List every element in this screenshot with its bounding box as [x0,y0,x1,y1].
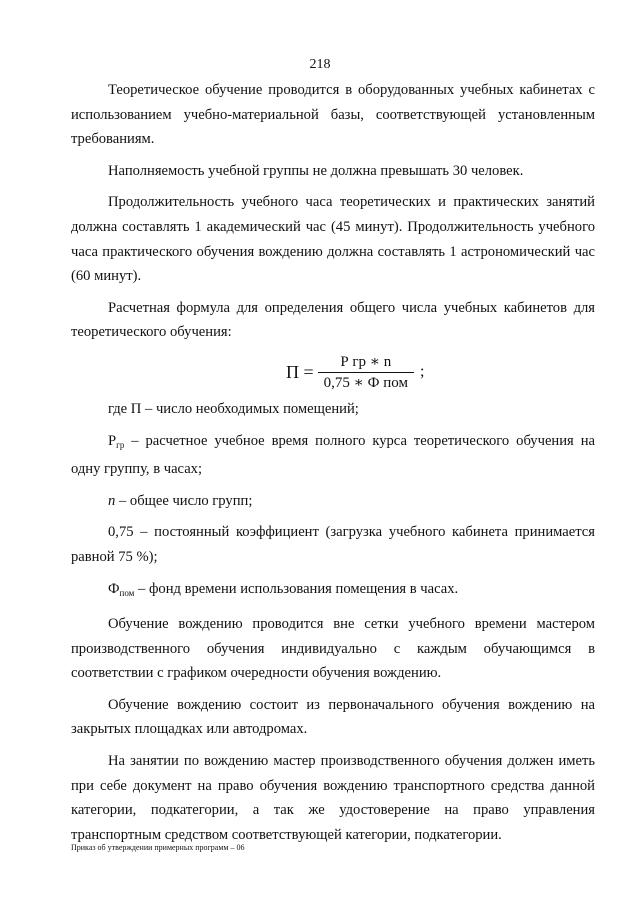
definition-subscript: пом [119,587,135,598]
paragraph: На занятии по вождению мастер производственного обучения должен иметь при себе документ на право обучения вождению транспортного средства данной категории, подкатегории, а так же удостоверение на право управления транспортным средством соответствующей категории, подкатегории. [71,753,595,843]
definition [71,577,595,606]
definition-symbol: n [108,492,116,509]
definition [71,429,595,482]
paragraph: Наполняемость учебной группы не должна превышать 30 человек. [108,162,524,179]
definition-text: – общее число групп; [115,492,253,509]
page-number: 218 [309,57,331,72]
formula-numerator: Р гр ∗ n [340,353,392,370]
definition-symbol: Р [108,432,117,449]
definition-text: – расчетное учебное время полного курса теоретического обучения на одну группу, в часах; [71,432,595,478]
definition [71,489,595,514]
paragraph: Теоретическое обучение проводится в оборудованных учебных кабинетах с использованием учебно-материальной базы, соответствующей установленным требованиям. [71,82,595,148]
paragraph: Расчетная формула для определения общего числа учебных кабинетов для теоретического обучения: [71,299,595,341]
definition-symbol: Ф [108,580,120,597]
formula-fraction [318,352,414,393]
definition: 0,75 – постоянный коэффициент (загрузка учебного кабинета принимается равной 75 %); [71,524,595,565]
formula-lhs: П = [286,362,314,383]
formula [71,352,595,396]
definition-text: – фонд времени использования помещения в часах. [134,580,459,597]
document-body [71,78,595,854]
definition: где П – число необходимых помещений; [108,400,359,417]
paragraph: Обучение вождению состоит из первоначального обучения вождению на закрытых площадках или автодромах. [71,696,595,738]
formula-denominator: 0,75 ∗ Ф пом [318,372,414,393]
paragraph: Обучение вождению проводится вне сетки учебного времени мастером производственного обучения индивидуально с каждым обучающимся в соответствии с графиком очередности обучения вождению. [71,616,595,682]
paragraph: Продолжительность учебного часа теоретических и практических занятий должна составлять 1 академический час (45 минут). Продолжительность учебного часа практического обучения вождению должна составлять 1 астрономический час (60 минут). [71,194,595,285]
page-footer: Приказ об утверждении примерных программ – 06 [71,843,245,852]
definition-subscript: гр [116,439,125,450]
formula-terminator: ; [419,363,425,381]
